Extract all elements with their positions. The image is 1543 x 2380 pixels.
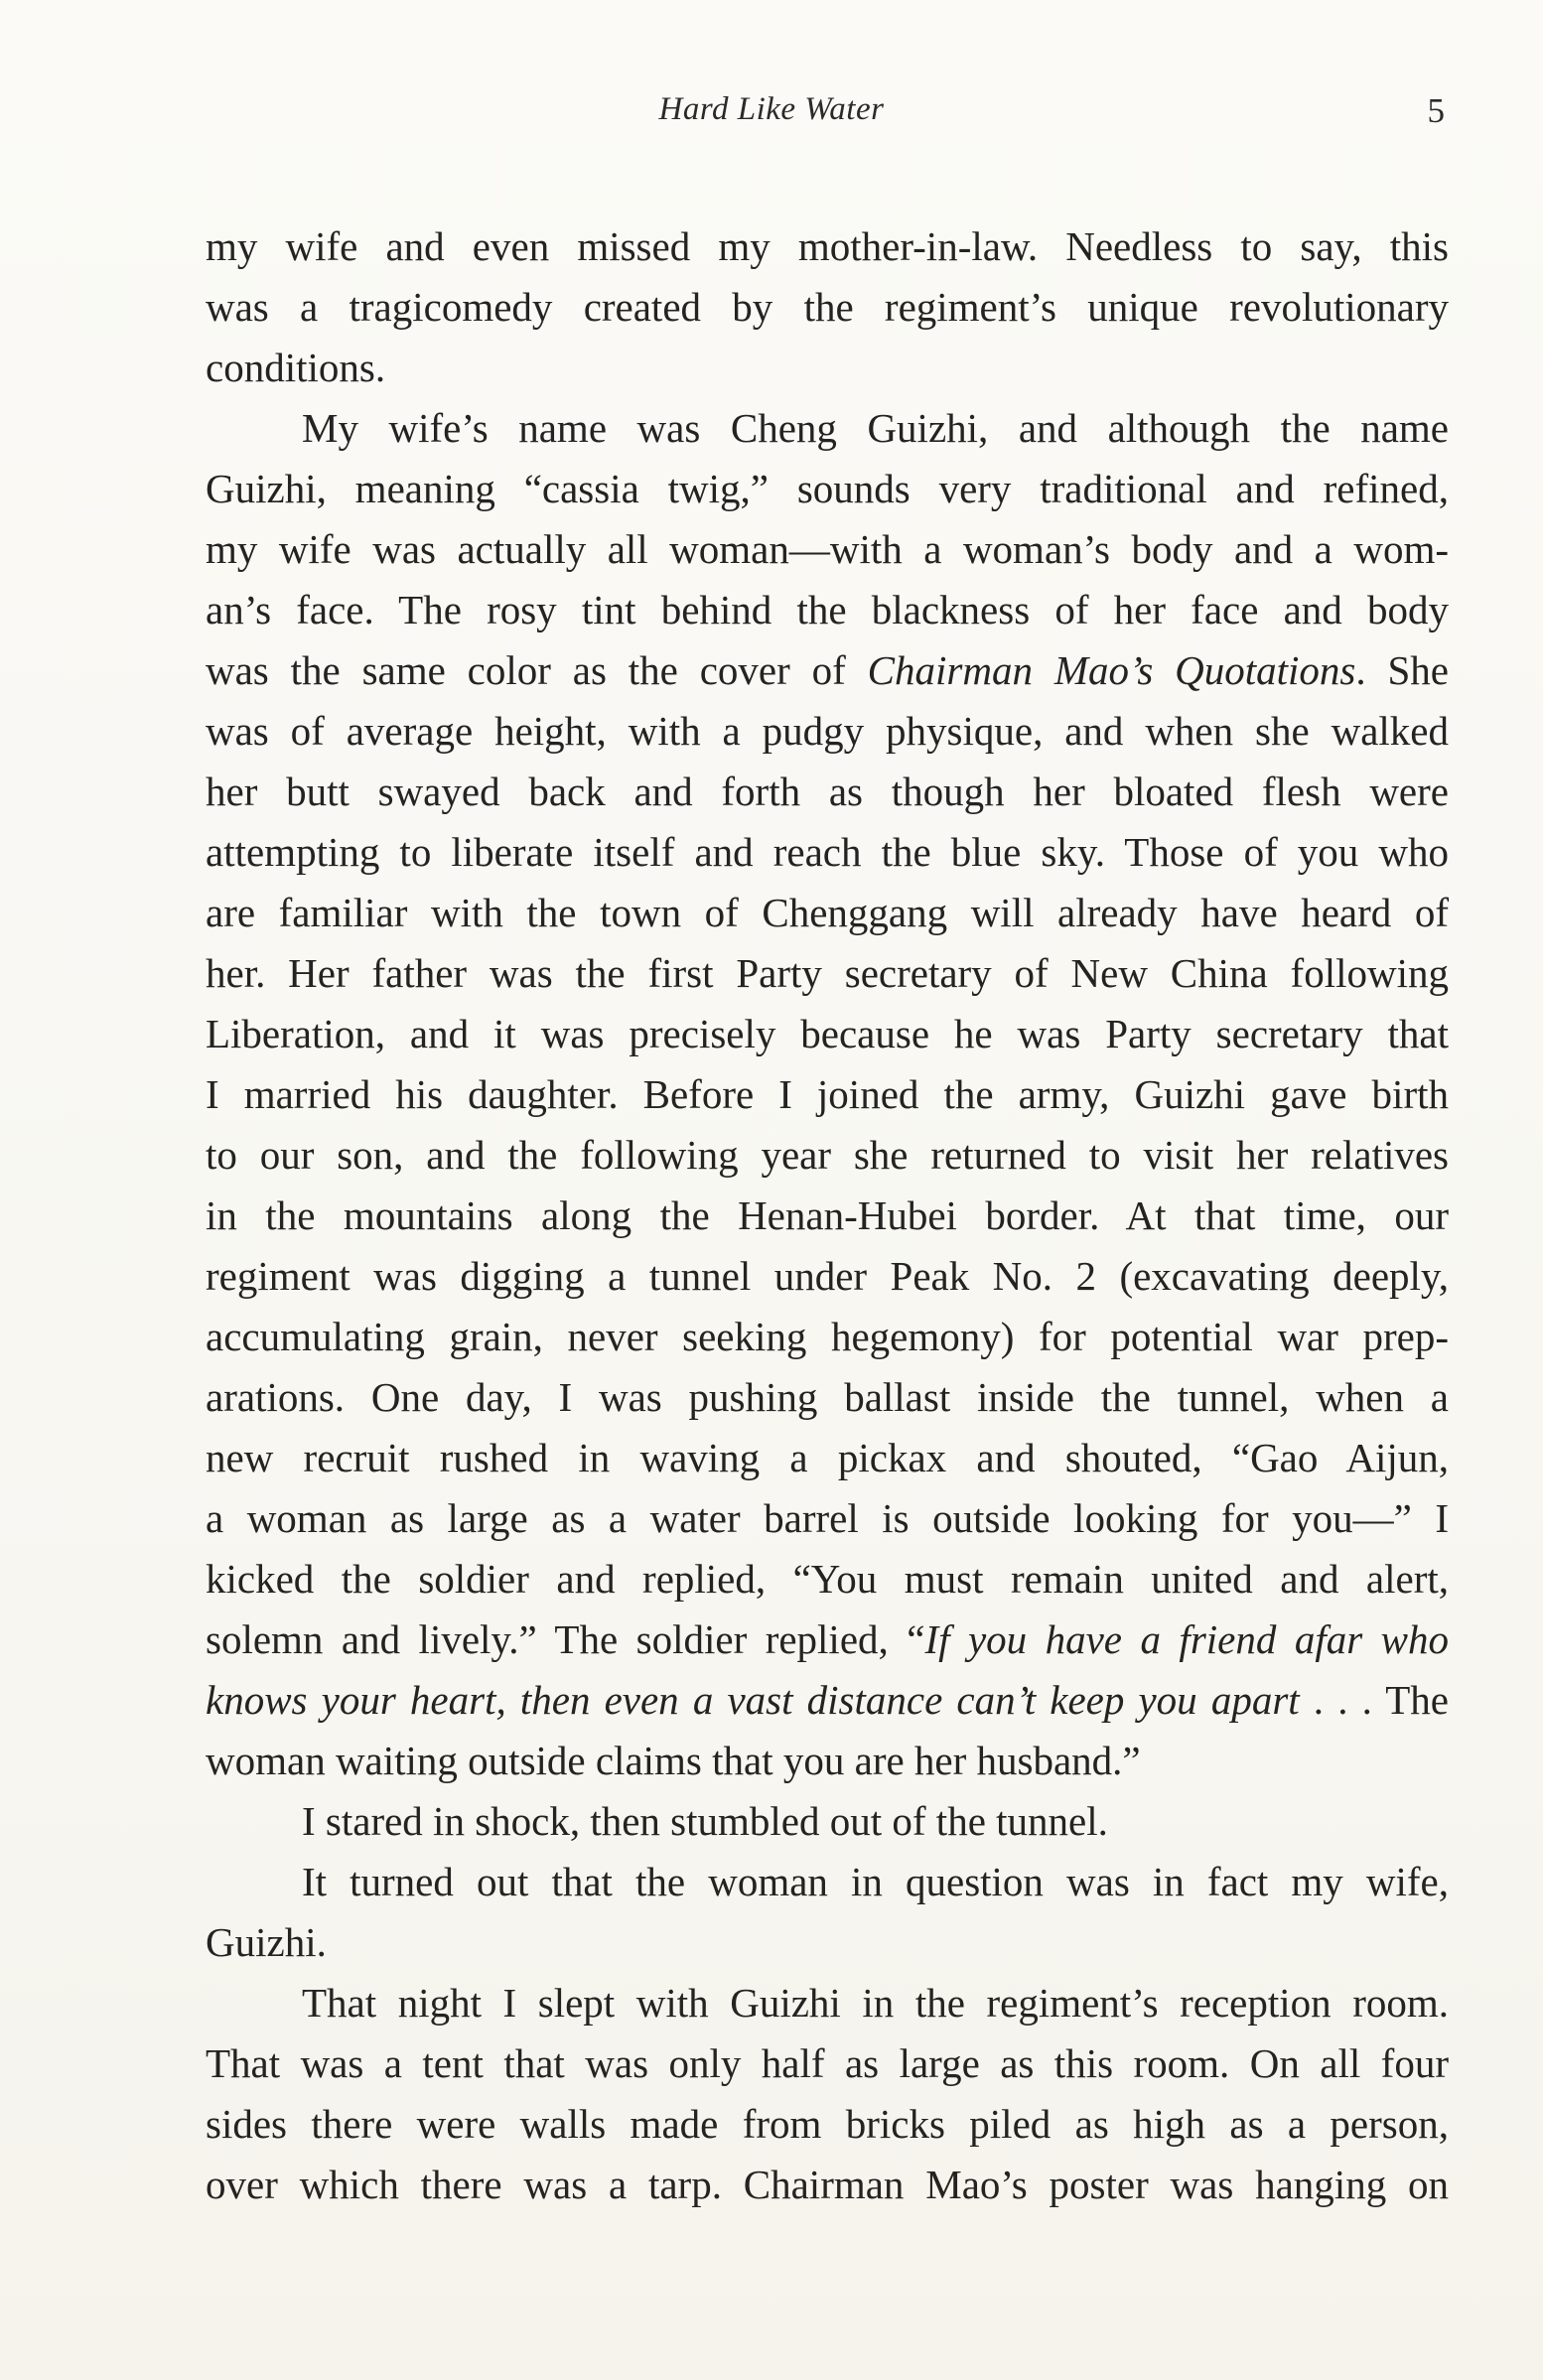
paragraph-start-line: I stared in shock, then stumbled out of the tunnel.	[302, 1798, 1108, 1844]
text-line: That was a tent that was only half as large as this room. On all four	[206, 2040, 1449, 2086]
text-line	[206, 1610, 1449, 1670]
text-line: over which there was a tarp. Chairman Mao’s poster was hanging on	[206, 2162, 1449, 2207]
text-line	[206, 1670, 1449, 1731]
paragraph-start-line: My wife’s name was Cheng Guizhi, and although the name	[302, 405, 1449, 451]
paragraph-start-line: That night I slept with Guizhi in the regiment’s reception room.	[302, 1980, 1449, 2026]
text-line: her butt swayed back and forth as though her bloated flesh were	[206, 769, 1449, 814]
quote-italic: knows your heart, then even a vast distance can’t keep you apart	[206, 1677, 1300, 1723]
body-text	[206, 216, 1449, 2215]
text-line: in the mountains along the Henan-Hubei border. At that time, our	[206, 1192, 1449, 1238]
text-line: a woman as large as a water barrel is outside looking for you—” I	[206, 1495, 1449, 1541]
text-line: kicked the soldier and replied, “You must remain united and alert,	[206, 1556, 1449, 1602]
text-segment: . She	[1355, 647, 1449, 693]
text-line: an’s face. The rosy tint behind the blackness of her face and body	[206, 587, 1449, 632]
text-line: arations. One day, I was pushing ballast inside the tunnel, when a	[206, 1374, 1449, 1420]
text-segment: . . . The	[1299, 1677, 1449, 1723]
text-line: was of average height, with a pudgy physique, and when she walked	[206, 708, 1449, 754]
running-title: Hard Like Water	[658, 91, 885, 127]
text-line: to our son, and the following year she returned to visit her relatives	[206, 1132, 1449, 1178]
text-line: conditions.	[206, 345, 386, 390]
text-segment: solemn and lively.” The soldier replied, “	[206, 1616, 925, 1662]
text-line: woman waiting outside claims that you are her husband.”	[206, 1738, 1141, 1783]
quote-italic: If you have a friend afar who	[924, 1616, 1449, 1662]
text-line: accumulating grain, never seeking hegemony) for potential war prep-	[206, 1314, 1449, 1359]
text-line: attempting to liberate itself and reach the blue sky. Those of you who	[206, 829, 1449, 875]
text-line: new recruit rushed in waving a pickax and shouted, “Gao Aijun,	[206, 1435, 1449, 1480]
text-line: Liberation, and it was precisely because he was Party secretary that	[206, 1011, 1449, 1056]
running-head	[0, 91, 1543, 137]
text-line: I married his daughter. Before I joined the army, Guizhi gave birth	[206, 1071, 1449, 1117]
text-segment: was the same color as the cover of	[206, 647, 868, 693]
text-line: Guizhi, meaning “cassia twig,” sounds very traditional and refined,	[206, 466, 1449, 511]
text-line: Guizhi.	[206, 1919, 327, 1965]
page-number: 5	[1427, 91, 1445, 130]
book-title-italic: Chairman Mao’s Quotations	[867, 647, 1356, 693]
text-line: regiment was digging a tunnel under Peak No. 2 (excavating deeply,	[206, 1253, 1449, 1299]
text-line: her. Her father was the first Party secretary of New China following	[206, 950, 1449, 996]
text-line: my wife and even missed my mother-in-law. Needless to say, this	[206, 223, 1449, 269]
text-line	[206, 640, 1449, 701]
text-line: sides there were walls made from bricks piled as high as a person,	[206, 2101, 1449, 2147]
text-line: are familiar with the town of Chenggang will already have heard of	[206, 890, 1449, 935]
text-line: was a tragicomedy created by the regiment’s unique revolutionary	[206, 284, 1449, 330]
text-line: my wife was actually all woman—with a woman’s body and a wom-	[206, 526, 1449, 572]
paragraph-start-line: It turned out that the woman in question was in fact my wife,	[302, 1859, 1449, 1904]
